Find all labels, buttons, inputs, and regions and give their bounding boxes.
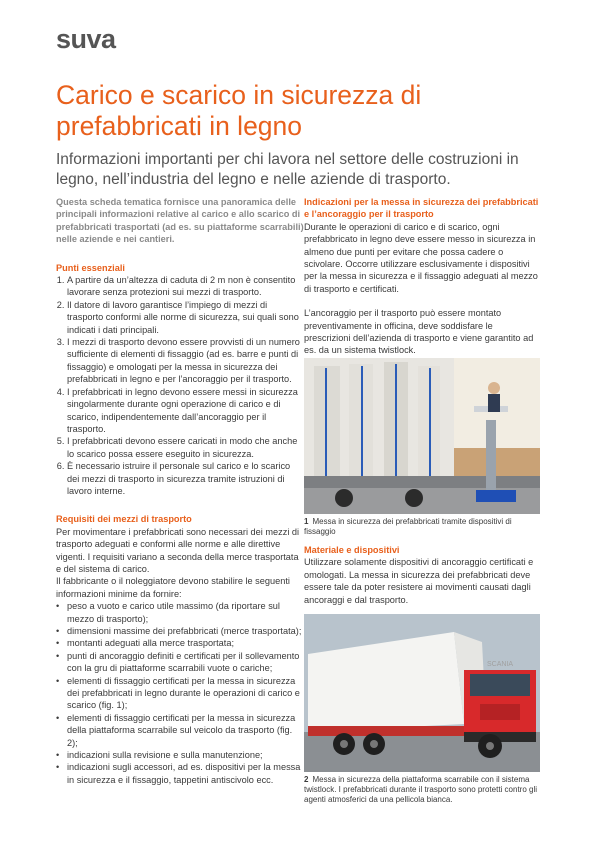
figure-2-photo (304, 614, 540, 772)
figure-1-caption (304, 517, 540, 537)
list-item: • indicazioni sugli accessori, ad es. dispositivi per la messa in sicurezza e il fissaggio, tappetini antiscivolo ecc. (67, 761, 304, 786)
section-heading-requisiti: Requisiti dei mezzi di trasporto (56, 514, 192, 525)
truck-brand-label: SCANIA (486, 661, 514, 668)
left-column (56, 196, 304, 786)
list-item: • elementi di fissaggio certificati per la messa in sicurezza della piattaforma scarrabile sul veicolo da trasporto (fig. 2); (67, 712, 304, 749)
list-item: 1. A partire da un’altezza di caduta di 2 m non è consentito lavorare senza protezioni sui mezzi di trasporto. (67, 274, 304, 299)
panel-loading-illustration (304, 358, 540, 514)
truck-illustration (304, 614, 540, 772)
section-heading-punti: Punti essenziali (56, 262, 125, 273)
materiale-para: Utilizzare solamente dispositivi di ancoraggio certificati e omologati. La messa in sicurezza dei prefabbricati deve essere tale da poter resistere ai movimenti causati dagli ancoraggi e dal trasporto. (304, 557, 534, 605)
intro-text: Questa scheda tematica fornisce una panoramica delle principali informazioni relative al carico e allo scarico di prefabbricati trasportati (ad es. su piattaforme scarrabili) nelle aziende e nei cantieri. (56, 197, 304, 245)
caption-text: Messa in sicurezza dei prefabbricati tramite dispositivi di fissaggio (304, 517, 512, 536)
list-item: 3. I mezzi di trasporto devono essere provvisti di un numero sufficiente di elementi di fissaggio (ad es. barre e punti di fissaggio) e omologati per la messa in sicurezza dei prefabbricati in legno e per l’ancoraggio per il trasporto. (67, 336, 304, 386)
suva-logo: suva (56, 24, 116, 54)
page-subtitle: Informazioni importanti per chi lavora nel settore delle costruzioni in legno, nell’industria del legno e nelle aziende di trasporto. (56, 151, 519, 188)
list-item: • punti di ancoraggio definiti e certificati per il sollevamento con la gru di piattaforme scarrabili vuote o cariche; (67, 650, 304, 675)
list-item: • peso a vuoto e carico utile massimo (da riportare sul mezzo di trasporto); (67, 600, 304, 625)
list-item: 5. I prefabbricati devono essere caricati in modo che anche lo scarico possa essere eseguito in sicurezza. (67, 435, 304, 460)
figure-2-caption (304, 775, 540, 805)
indicazioni-para-2: L’ancoraggio per il trasporto può essere montato preventivamente in officina, deve soddisfare le prescrizioni dell’azienda di trasporto e viene garantito ad es. da un sistema twistlock. (304, 308, 534, 356)
requisiti-para-2: Il fabbricante o il noleggiatore devono stabilire le seguenti informazioni minime da fornire: (56, 576, 290, 599)
right-column-top (304, 196, 540, 357)
requisiti-para-1: Per movimentare i prefabbricati sono necessari dei mezzi di trasporto adeguati e conformi alle norme e alle direttive vigenti. I requisiti variano a seconda della merce trasportata e del sistema di carico. (56, 526, 300, 574)
list-item: • montanti adeguati alla merce trasportata; (67, 637, 304, 649)
page-title: Carico e scarico in sicurezza di prefabbricati in legno (56, 80, 422, 141)
section-heading-indicazioni: Indicazioni per la messa in sicurezza dei prefabbricati e l’ancoraggio per il trasporto (304, 197, 539, 220)
figure-1-photo (304, 358, 540, 514)
figure-number: 1 (304, 517, 309, 526)
caption-text: Messa in sicurezza della piattaforma scarrabile con il sistema twistlock. I prefabbricati durante il trasporto sono protetti contro gli agenti atmosferici da una pellicola bianca. (304, 775, 537, 804)
list-item: • indicazioni sulla revisione e sulla manutenzione; (67, 749, 304, 761)
list-item: • dimensioni massime dei prefabbricati (merce trasportata); (67, 625, 304, 637)
indicazioni-para-1: Durante le operazioni di carico e di scarico, ogni prefabbricato in legno deve essere messo in sicurezza in almeno due punti per evitare che possa cadere o scivolare. Occorre utilizzare esclusivamente i dispositivi per la messa in sicurezza e il fissaggio adeguati al mezzo di trasporto e certificati. (304, 221, 538, 294)
punti-list (56, 274, 304, 497)
requisiti-list (56, 600, 304, 786)
list-item: 6. È necessario istruire il personale sul carico e lo scarico dei mezzi di trasporto in sicurezza tramite istruzioni di lavoro interne. (67, 460, 304, 497)
list-item: • elementi di fissaggio certificati per la messa in sicurezza dei prefabbricati in legno durante le operazioni di carico e scarico (fig. 1); (67, 675, 304, 712)
right-column-middle (304, 544, 540, 606)
list-item: 2. Il datore di lavoro garantisce l’impiego di mezzi di trasporto conformi alle norme di sicurezza, sui quali sono indicati i dati principali. (67, 299, 304, 336)
list-item: 4. I prefabbricati in legno devono essere messi in sicurezza singolarmente durante ogni operazione di carico e di scarico, indipendentemente dall’ancoraggio per il trasporto. (67, 386, 304, 436)
figure-number: 2 (304, 775, 309, 784)
section-heading-materiale: Materiale e dispositivi (304, 545, 400, 555)
